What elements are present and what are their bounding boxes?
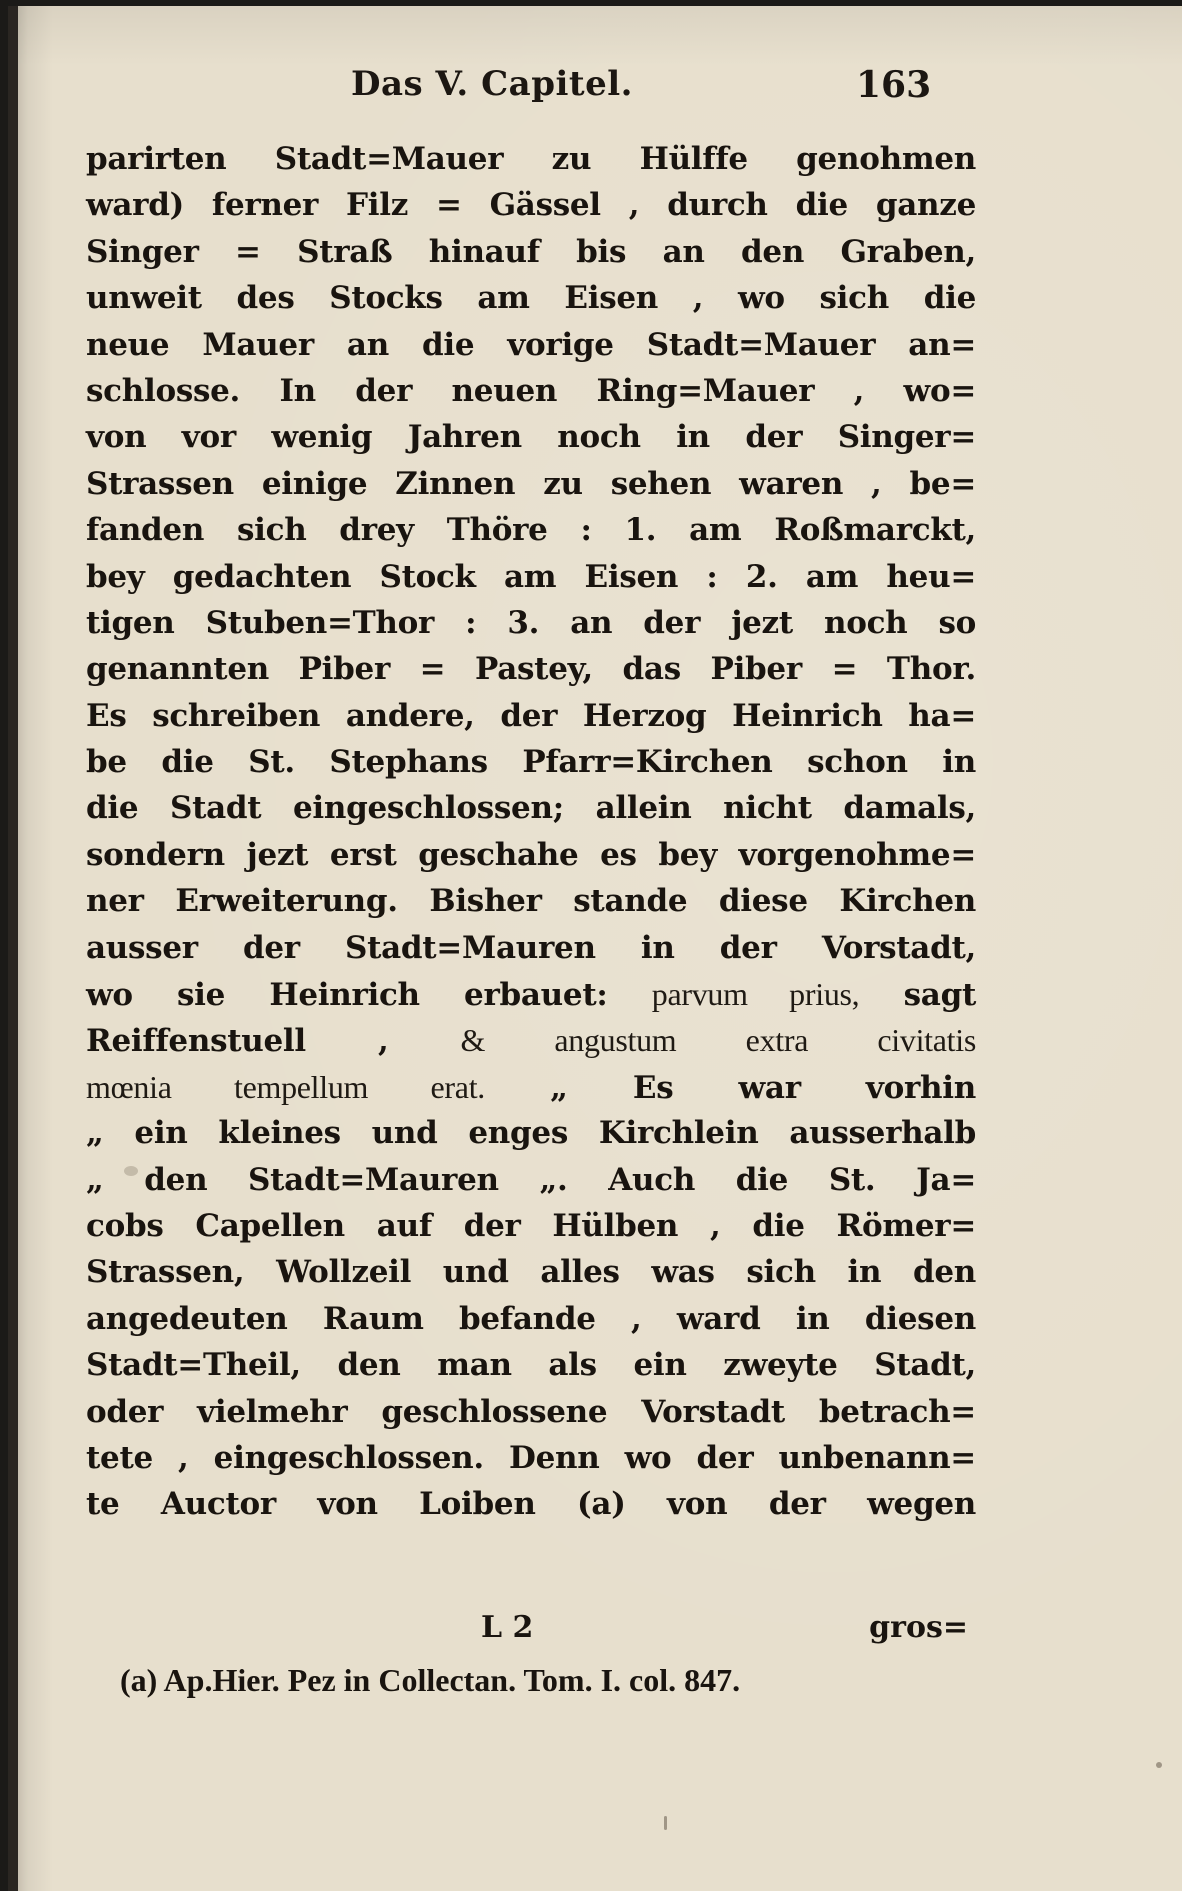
text-fragment: Reiffenstuell ,	[86, 1023, 461, 1060]
text-line: genannten Piber = Pastey, das Piber = Thor.	[86, 651, 976, 688]
text-line: „ den Stadt=Mauren „. Auch die St. Ja=	[86, 1161, 976, 1198]
text-line: fanden sich drey Thöre : 1. am Roßmarckt,	[86, 512, 976, 549]
latin-quote: parvum prius,	[651, 976, 860, 1013]
page-number: 163	[856, 64, 932, 106]
text-line: schlosse. In der neuen Ring=Mauer , wo=	[86, 372, 976, 409]
text-line: parirten Stadt=Mauer zu Hülffe genohmen	[86, 141, 976, 177]
latin-quote: & angustum extra civitatis	[460, 1022, 977, 1059]
text-line: Es schreiben andere, der Herzog Heinrich ha=	[86, 697, 976, 734]
paper-speck	[124, 1166, 138, 1176]
text-line: bey gedachten Stock am Eisen : 2. am heu=	[86, 558, 976, 595]
paper-speck	[1156, 1762, 1162, 1768]
signature-mark: L 2	[481, 1610, 534, 1645]
text-fragment: „ Es war vorhin	[484, 1069, 976, 1106]
text-line-mixed	[86, 971, 976, 1017]
text-line: unweit des Stocks am Eisen , wo sich die	[86, 280, 976, 317]
text-line: ward) ferner Filz = Gässel , durch die ganze	[86, 187, 976, 224]
text-line: te Auctor von Loiben (a) von der wegen	[86, 1486, 976, 1523]
footnote: (a) Ap.Hier. Pez in Collectan. Tom. I. col. 847.	[120, 1662, 741, 1698]
text-line: Strassen, Wollzeil und alles was sich in den	[86, 1254, 976, 1291]
text-line: von vor wenig Jahren noch in der Singer=	[86, 419, 976, 456]
text-line: oder vielmehr geschlossene Vorstadt betrach=	[86, 1393, 976, 1430]
text-fragment: sagt	[859, 977, 976, 1014]
text-line: tigen Stuben=Thor : 3. an der jezt noch so	[86, 604, 976, 641]
page-gutter	[8, 6, 18, 1891]
text-line: ner Erweiterung. Bisher stande diese Kirchen	[86, 883, 976, 920]
text-line: sondern jezt erst geschahe es bey vorgenohme=	[86, 836, 976, 873]
text-fragment: wo sie Heinrich erbauet:	[86, 977, 652, 1014]
book-page	[8, 6, 1182, 1891]
page-footer	[86, 1610, 976, 1654]
text-line: Strassen einige Zinnen zu sehen waren , be=	[86, 465, 976, 502]
paper-speck	[664, 1816, 667, 1830]
running-header: Das V. Capitel.	[351, 64, 633, 104]
text-line: ausser der Stadt=Mauren in der Vorstadt,	[86, 929, 976, 966]
text-line-mixed	[86, 1017, 976, 1063]
text-line: Singer = Straß hinauf bis an den Graben,	[86, 233, 976, 270]
latin-quote: mœnia tempellum erat.	[86, 1068, 485, 1105]
text-line: be die St. Stephans Pfarr=Kirchen schon in	[86, 744, 976, 781]
text-line: angedeuten Raum befande , ward in diesen	[86, 1300, 976, 1337]
body-text	[86, 136, 976, 1528]
text-line: tete , eingeschlossen. Denn wo der unbenann=	[86, 1439, 976, 1476]
text-line: neue Mauer an die vorige Stadt=Mauer an=	[86, 326, 976, 363]
text-line: cobs Capellen auf der Hülben , die Römer=	[86, 1207, 976, 1244]
text-line: Stadt=Theil, den man als ein zweyte Stadt,	[86, 1347, 976, 1384]
text-line-mixed	[86, 1064, 976, 1110]
text-line: „ ein kleines und enges Kirchlein ausserhalb	[86, 1115, 976, 1152]
catchword: gros=	[869, 1610, 968, 1645]
text-line: die Stadt eingeschlossen; allein nicht damals,	[86, 790, 976, 827]
